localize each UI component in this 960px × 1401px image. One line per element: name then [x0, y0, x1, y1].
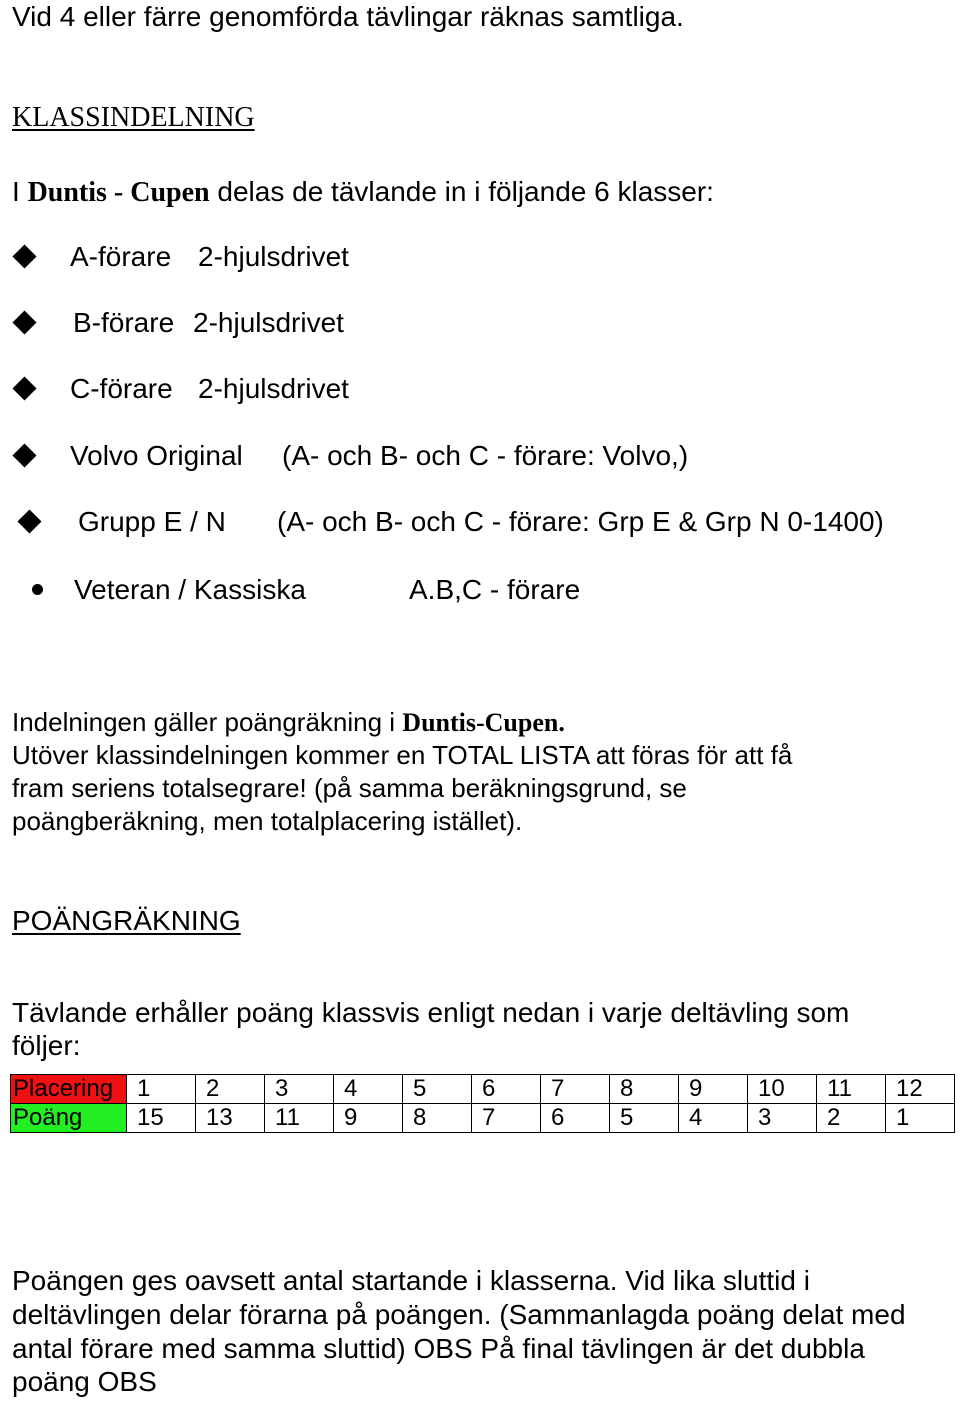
indelning-prefix: Indelningen gäller poängräkning i	[12, 707, 403, 737]
class-name: C-förare	[70, 373, 173, 404]
class-desc: 2-hjulsdrivet	[198, 373, 349, 404]
table-cell: 8	[610, 1075, 679, 1104]
class-name: A-förare	[70, 241, 172, 272]
poang-intro-line-1: Tävlande erhåller poäng klassvis enligt nedan i varje deltävling som	[12, 997, 850, 1028]
class-name: B-förare	[73, 307, 175, 338]
table-cell: 13	[196, 1104, 265, 1133]
intro-text: Vid 4 eller färre genomförda tävlingar räknas samtliga.	[12, 1, 684, 32]
table-cell: 9	[679, 1075, 748, 1104]
diamond-icon	[12, 310, 36, 334]
section-heading-klassindelning: KLASSINDELNING	[12, 102, 255, 133]
indelning-line-4: poängberäkning, men totalplacering istället).	[12, 806, 523, 836]
table-cell: 7	[472, 1104, 541, 1133]
table-row	[11, 1075, 955, 1104]
class-desc: (A- och B- och C - förare: Volvo,)	[282, 440, 689, 471]
class-desc: A.B,C - förare	[409, 574, 581, 605]
class-desc: (A- och B- och C - förare: Grp E & Grp N 0-1400)	[277, 506, 884, 537]
table-cell: 8	[403, 1104, 472, 1133]
table-cell: 10	[748, 1075, 817, 1104]
points-table	[10, 1074, 955, 1133]
poang-label: Poäng	[11, 1104, 127, 1133]
klass-intro-prefix: I	[12, 176, 28, 207]
class-desc: 2-hjulsdrivet	[198, 241, 349, 272]
table-cell: 4	[334, 1075, 403, 1104]
table-cell: 2	[196, 1075, 265, 1104]
table-cell: 7	[541, 1075, 610, 1104]
diamond-icon	[17, 509, 41, 533]
table-cell: 2	[817, 1104, 886, 1133]
class-name: Volvo Original	[70, 440, 243, 471]
class-name: Grupp E / N	[78, 506, 226, 537]
section-heading-poangrakning: POÄNGRÄKNING	[12, 905, 241, 936]
footer-line-4: poäng OBS	[12, 1366, 157, 1397]
table-cell: 12	[886, 1075, 955, 1104]
table-row	[11, 1104, 955, 1133]
table-cell: 11	[817, 1075, 886, 1104]
table-cell: 1	[886, 1104, 955, 1133]
footer-line-3: antal förare med samma sluttid) OBS På final tävlingen är det dubbla	[12, 1333, 865, 1364]
diamond-icon	[12, 443, 36, 467]
placering-label: Placering	[11, 1075, 127, 1104]
cup-name: Duntis-Cupen.	[402, 708, 565, 737]
table-cell: 5	[403, 1075, 472, 1104]
table-cell: 5	[610, 1104, 679, 1133]
indelning-line-3: fram seriens totalsegrare! (på samma beräkningsgrund, se	[12, 773, 687, 803]
class-desc: 2-hjulsdrivet	[193, 307, 344, 338]
footer-line-2: deltävlingen delar förarna på poängen. (Sammanlagda poäng delat med	[12, 1299, 906, 1330]
klass-intro-suffix: delas de tävlande in i följande 6 klasser:	[209, 176, 714, 207]
table-cell: 3	[748, 1104, 817, 1133]
table-cell: 9	[334, 1104, 403, 1133]
table-cell: 1	[127, 1075, 196, 1104]
poang-intro-line-2: följer:	[12, 1030, 81, 1061]
table-cell: 11	[265, 1104, 334, 1133]
table-cell: 15	[127, 1104, 196, 1133]
indelning-line-2: Utöver klassindelningen kommer en TOTAL LISTA att föras för att få	[12, 740, 793, 770]
diamond-icon	[12, 376, 36, 400]
class-name: Veteran / Kassiska	[74, 574, 306, 605]
dot-icon	[32, 584, 43, 595]
table-cell: 6	[541, 1104, 610, 1133]
table-cell: 6	[472, 1075, 541, 1104]
indelning-line-1	[12, 706, 565, 739]
table-cell: 3	[265, 1075, 334, 1104]
diamond-icon	[12, 244, 36, 268]
cup-name: Duntis - Cupen	[27, 177, 210, 208]
table-cell: 4	[679, 1104, 748, 1133]
footer-line-1: Poängen ges oavsett antal startande i klasserna. Vid lika sluttid i	[12, 1265, 810, 1296]
klass-intro	[12, 175, 714, 209]
